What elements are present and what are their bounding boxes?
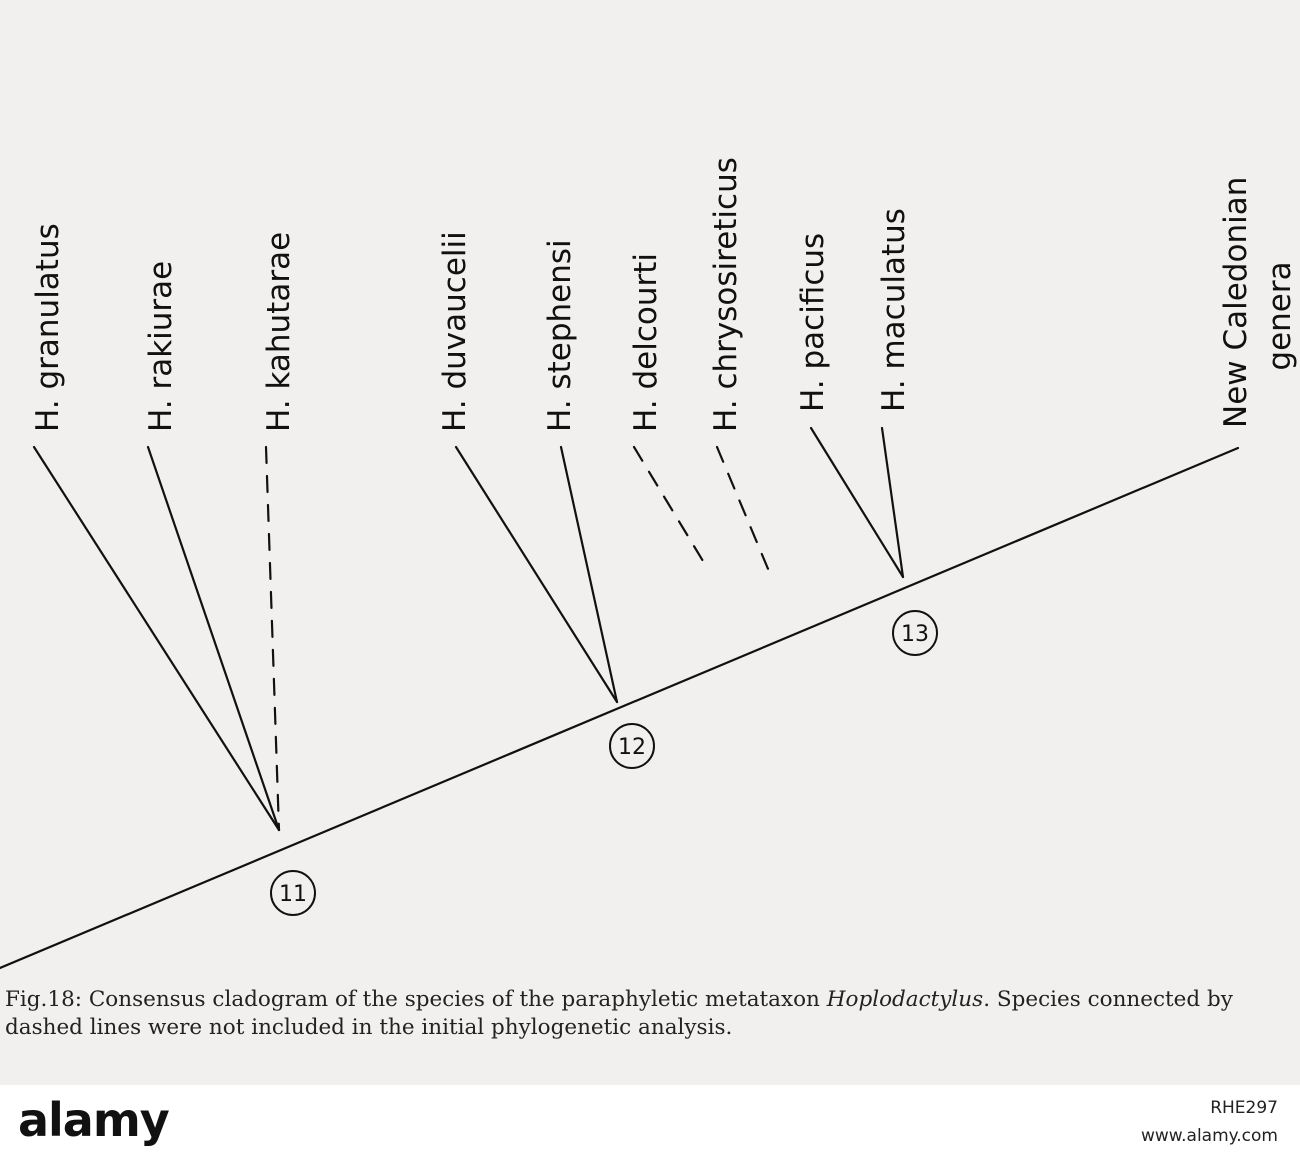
branch-rakiurae <box>148 447 279 830</box>
watermark-bar <box>0 1085 1300 1168</box>
caption-taxon: Hoplodactylus <box>826 987 984 1012</box>
figure-caption <box>5 986 1297 1042</box>
node-12 <box>610 724 654 768</box>
node-number-12: 12 <box>618 735 646 760</box>
label-rakiurae: H. rakiurae <box>143 260 179 432</box>
label-duvaucelii: H. duvaucelii <box>437 231 473 432</box>
label-pacificus: H. pacificus <box>795 232 831 412</box>
label-delcourti: H. delcourti <box>628 252 664 432</box>
watermark-url: www.alamy.com <box>1140 1126 1278 1146</box>
outgroup-label-line1: New Caledonian <box>1218 176 1254 428</box>
outgroup-label-line2: genera <box>1262 261 1298 371</box>
branch-chrysosireticus <box>717 447 771 576</box>
branch-maculatus <box>882 428 903 577</box>
node-number-11: 11 <box>279 882 307 907</box>
caption-suffix: . Species connected by dashed lines were not included in the initial phylogenetic analysis. <box>5 987 1233 1040</box>
node-11 <box>271 871 315 915</box>
label-granulatus: H. granulatus <box>30 223 66 432</box>
node-number-13: 13 <box>901 622 929 647</box>
branch-granulatus <box>34 447 279 830</box>
label-kahutarae: H. kahutarae <box>261 231 297 432</box>
branch-pacificus <box>811 428 903 577</box>
watermark-image-id: RHE297 <box>1210 1098 1278 1118</box>
caption-prefix: Fig.18: Consensus cladogram of the species of the paraphyletic metataxon <box>5 987 827 1012</box>
branch-kahutarae <box>266 447 279 830</box>
node-13 <box>893 611 937 655</box>
branch-delcourti <box>634 447 706 566</box>
label-chrysosireticus: H. chrysosireticus <box>708 157 744 432</box>
branch-stephensi <box>561 447 617 702</box>
branch-duvaucelii <box>456 447 617 702</box>
spine-line <box>0 448 1238 968</box>
label-maculatus: H. maculatus <box>876 208 912 412</box>
label-stephensi: H. stephensi <box>542 239 578 432</box>
watermark-logo: alamy <box>18 1093 169 1147</box>
